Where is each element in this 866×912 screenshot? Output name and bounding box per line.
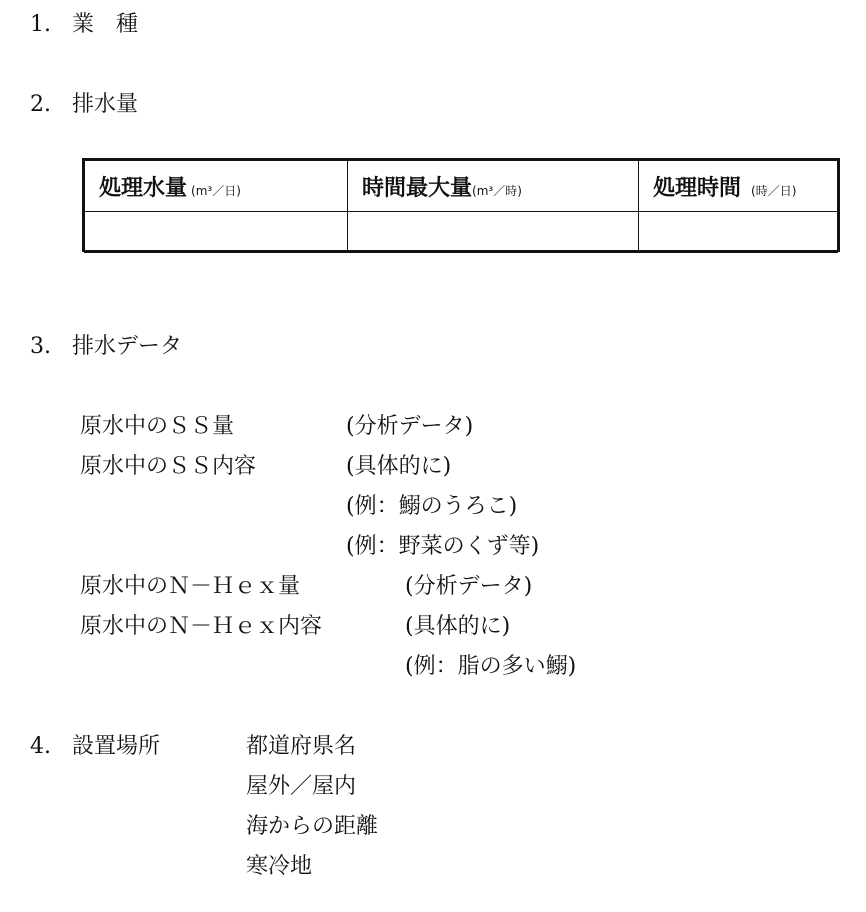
section-number: 3. [30, 334, 51, 359]
ss-content-label: 原水中のＳＳ内容 [80, 454, 257, 479]
location-sea-distance: 海からの距離 [246, 814, 379, 839]
location-indoor-outdoor: 屋外／屋内 [246, 774, 357, 799]
header-treatment-time: 処理時間 (時／日) [639, 161, 838, 212]
table-header-row [85, 161, 838, 212]
section-title: 排水量 [72, 92, 139, 117]
section-1-heading [30, 10, 138, 40]
treatment-time-cell[interactable] [639, 212, 838, 253]
section-4-heading [30, 732, 160, 762]
ss-example-2: (例：野菜のくず等) [346, 534, 540, 559]
section-number: 2. [30, 92, 51, 117]
header-hourly-max: 時間最大量(m³／時) [348, 161, 639, 212]
hourly-max-cell[interactable] [348, 212, 639, 253]
section-number: 4. [30, 734, 51, 759]
hex-amount-label: 原水中のＮ－Ｈｅｘ量 [80, 574, 301, 599]
location-prefecture: 都道府県名 [246, 734, 357, 759]
hex-example-1: (例：脂の多い鰯) [405, 654, 577, 679]
location-cold-region: 寒冷地 [246, 854, 313, 879]
ss-content-note: (具体的に) [346, 454, 452, 479]
table-row [85, 212, 838, 253]
ss-amount-label: 原水中のＳＳ量 [80, 414, 235, 439]
drainage-table [82, 158, 840, 252]
section-title: 排水データ [72, 334, 183, 359]
header-treated-water: 処理水量 (m³／日) [85, 161, 348, 212]
section-3-heading [30, 332, 182, 362]
ss-example-1: (例：鰯のうろこ) [346, 494, 518, 519]
hex-content-note: (具体的に) [405, 614, 511, 639]
treated-water-cell[interactable] [85, 212, 348, 253]
hex-amount-note: (分析データ) [405, 574, 533, 599]
section-title: 設置場所 [72, 734, 161, 759]
section-number: 1. [30, 12, 51, 37]
section-2-heading [30, 90, 138, 120]
section-title: 業 種 [72, 12, 139, 37]
hex-content-label: 原水中のＮ－Ｈｅｘ内容 [80, 614, 323, 639]
ss-amount-note: (分析データ) [346, 414, 474, 439]
